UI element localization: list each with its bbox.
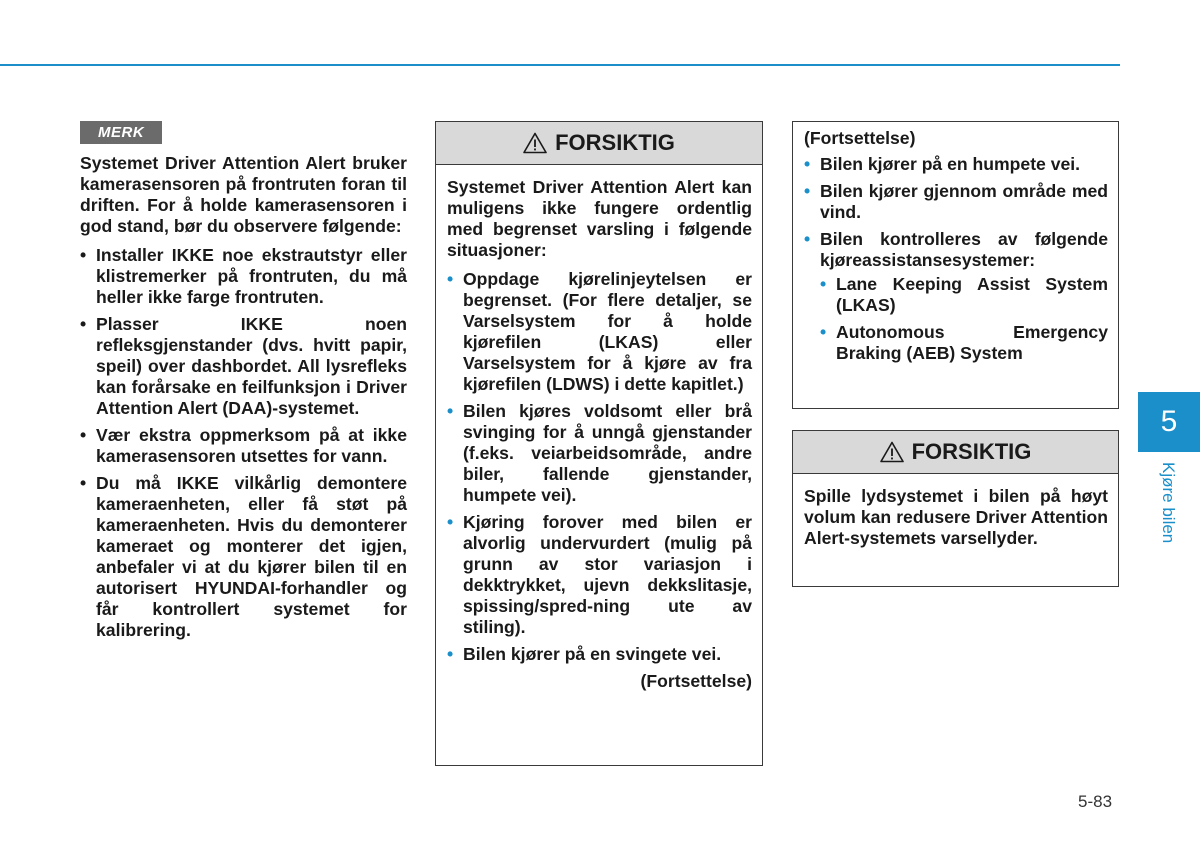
list-item: • Du må IKKE vilkårlig demontere kameraenheten, eller få støt på kameraenheten. Hvis du demonterer kameraet og monterer det igjen, anbefaler vi at du kjører bilen til en autorisert HYUNDAI-forhandler og får kontrollert systemet for kalibrering. — [80, 473, 407, 641]
list-item-text: Bilen kontrolleres av følgende kjøreassistansesystemer: — [820, 229, 1108, 270]
warning-triangle-icon — [523, 132, 547, 154]
caution-box — [435, 121, 763, 766]
list-item: • Oppdage kjørelinjeytelsen er begrenset. (For flere detaljer, se Varselsystem for å holde kjørefilen (LKAS) eller Varselsystem for å kjøre av fra kjørefilen (LDWS) i dette kapitlet.) — [447, 269, 752, 395]
merk-label: MERK — [80, 121, 162, 144]
continued-label: (Fortsettelse) — [640, 671, 752, 691]
sub-list-item: • Autonomous Emergency Braking (AEB) System — [820, 322, 1108, 364]
chapter-label: Kjøre bilen — [1159, 462, 1178, 544]
header-rule — [0, 64, 1120, 66]
sub-list — [820, 274, 1108, 364]
caution-intro: Systemet Driver Attention Alert kan muligens ikke fungere ordentlig med begrenset varsling i følgende situasjoner: — [447, 177, 752, 260]
list-item: • Bilen kjører på en humpete vei. — [804, 154, 1108, 175]
sub-list-item: • Lane Keeping Assist System (LKAS) — [820, 274, 1108, 316]
caution-header — [436, 122, 762, 165]
list-item: • Bilen kjøres voldsomt eller brå svinging for å unngå gjenstander (f.eks. veiarbeidsområde, andre biler, fallende gjenstander, humpete vei). — [447, 401, 752, 506]
list-item: • Kjøring forover med bilen er alvorlig undervurdert (mulig på grunn av stor variasjon i dekktrykket, ujevn dekkslitasje, spissing/spred-ning ute av stiling). — [447, 512, 752, 638]
list-item: • Bilen kjører på en svingete vei. — [447, 644, 752, 665]
note-intro: Systemet Driver Attention Alert bruker kamerasensoren på frontruten foran til driften. For å holde kamerasensoren i god stand, bør du observere følgende: — [80, 153, 407, 236]
continuation-list — [804, 154, 1108, 364]
chapter-number: 5 — [1160, 405, 1178, 438]
note-section — [80, 121, 407, 647]
chapter-tab — [1138, 392, 1200, 452]
list-item: • Vær ekstra oppmerksom på at ikke kamerasensoren utsettes for vann. — [80, 425, 407, 467]
continuation-label: (Fortsettelse) — [804, 128, 916, 148]
list-item: • Bilen kjører gjennom område med vind. — [804, 181, 1108, 223]
warning-triangle-icon — [880, 441, 904, 463]
caution-list — [447, 269, 752, 665]
list-item: • Installer IKKE noe ekstrautstyr eller klistremerker på frontruten, du må heller ikke farge frontruten. — [80, 245, 407, 308]
list-item — [804, 229, 1108, 364]
caution-title: FORSIKTIG — [911, 439, 1032, 464]
page-number: 5-83 — [1078, 792, 1113, 811]
caution-header — [793, 431, 1118, 474]
continuation-box — [792, 121, 1119, 409]
caution-box — [792, 430, 1119, 587]
list-item: • Plasser IKKE noen refleksgjenstander (dvs. hvitt papir, speil) over dashbordet. All lysrefleks kan forårsake en feilfunksjon i Driver Attention Alert (DAA)-systemet. — [80, 314, 407, 419]
note-list — [80, 245, 407, 641]
caution-text: Spille lydsystemet i bilen på høyt volum kan redusere Driver Attention Alert-systemets varsellyder. — [804, 486, 1108, 548]
caution-title: FORSIKTIG — [555, 130, 675, 155]
